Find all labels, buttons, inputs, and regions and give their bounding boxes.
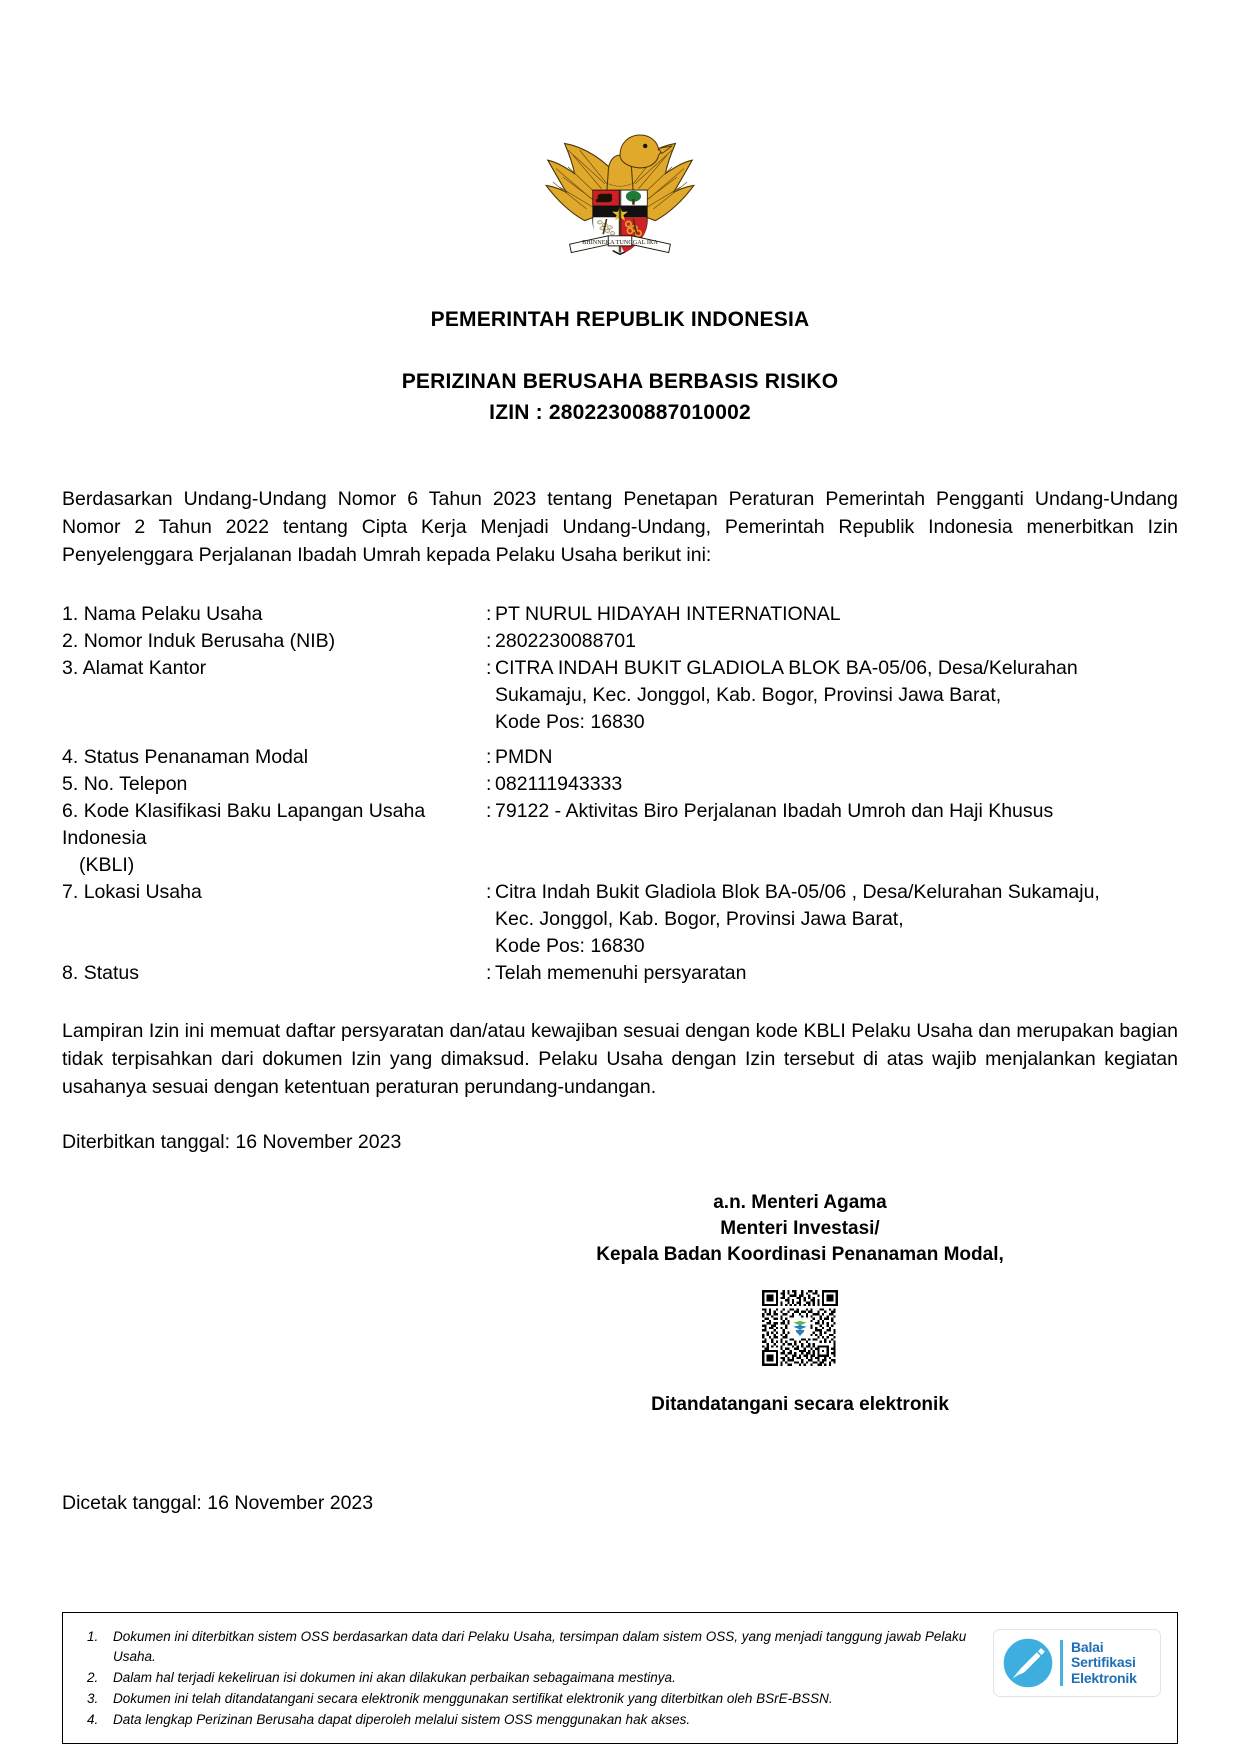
detail-value: : 2802230088701 [486,630,636,652]
detail-value: : Telah memenuhi persyaratan [486,962,747,984]
detail-value: : 082111943333 [486,773,623,795]
signatory-line-1: a.n. Menteri Agama [713,1192,887,1213]
qr-code-graphic [762,1290,838,1366]
detail-value: : Citra Indah Bukit Gladiola Blok BA-05/06 , Desa/Kelurahan Sukamaju, [486,881,1100,903]
footer-note-item [79,1668,983,1688]
bsre-logo-text [1071,1640,1137,1687]
detail-row-kbli [62,798,1178,852]
detail-row-no-telepon [62,771,1178,798]
footer-note-number: 2. [87,1670,99,1685]
closing-paragraph: Lampiran Izin ini memuat daftar persyaratan dan/atau kewajiban sesuai dengan kode KBLI Pelaku Usaha dan merupakan bagian tidak terpisahkan dari dokumen Izin yang dimaksud. Pelaku Usaha dengan Izin tersebut di atas wajib menjalankan kegiatan usahanya sesuai dengan ketentuan peraturan perundang-undangan. [62,1020,1178,1098]
bsre-logo-divider [1060,1640,1063,1686]
footer-note-number: 4. [87,1712,99,1727]
detail-row-status [62,960,1178,987]
detail-value-continuation: Sukamaju, Kec. Jonggol, Kab. Bogor, Provinsi Jawa Barat, [495,684,1002,706]
detail-value: : PMDN [486,746,553,768]
detail-row-nib [62,628,1178,655]
detail-label: 8. Status [62,962,139,984]
footer-note-text: Data lengkap Perizinan Berusaha dapat diperoleh melalui sistem OSS menggunakan hak akses. [113,1712,691,1727]
page-title-main: PERIZINAN BERUSAHA BERBASIS RISIKO [401,370,839,393]
page-title-country: PEMERINTAH REPUBLIK INDONESIA [430,308,810,331]
detail-label: 3. Alamat Kantor [62,657,207,679]
footer-note-number: 1. [87,1629,99,1644]
qr-code-container [422,1290,1178,1366]
detail-label: 4. Status Penanaman Modal [62,746,309,768]
footer-note-text: Dokumen ini telah ditandatangani secara elektronik menggunakan sertifikat elektronik yang diterbitkan oleh BSrE-BSSN. [113,1691,833,1706]
signature-block [62,1190,1178,1416]
detail-label: 2. Nomor Induk Berusaha (NIB) [62,630,336,652]
bsre-text-line-3: Elektronik [1071,1669,1137,1686]
detail-value: : 79122 - Aktivitas Biro Perjalanan Ibadah Umroh dan Haji Khusus [486,800,1054,822]
signatory-line-3: Kepala Badan Koordinasi Penanaman Modal, [596,1244,1004,1265]
emblem-motto-text: BHINNEKA TUNGGAL IKA [582,239,658,247]
detail-row-nama-pelaku-usaha [62,601,1178,628]
detail-value: : PT NURUL HIDAYAH INTERNATIONAL [486,603,841,625]
detail-value-continuation: Kec. Jonggol, Kab. Bogor, Provinsi Jawa Barat, [495,908,904,930]
issued-date: Diterbitkan tanggal: 16 November 2023 [62,1131,402,1153]
garuda-pancasila-emblem [536,118,704,278]
detail-row-lokasi-usaha [62,879,1178,906]
footer-note-text: Dokumen ini diterbitkan sistem OSS berdasarkan data dari Pelaku Usaha, tersimpan dalam sistem OSS, yang menjadi tanggung jawab Pelaku Usaha. [113,1629,967,1664]
detail-value-continuation: Kode Pos: 16830 [495,711,645,733]
detail-label: 7. Lokasi Usaha [62,881,202,903]
detail-row-alamat-kantor [62,655,1178,682]
bsre-logo [993,1629,1161,1697]
electronic-signature-note: Ditandatangani secara elektronik [651,1394,949,1415]
footer-notes-list [79,1627,983,1731]
detail-label: 6. Kode Klasifikasi Baku Lapangan Usaha Indonesia [62,800,431,849]
pen-circle-icon [1000,1635,1056,1691]
license-number: IZIN : 28022300887010002 [489,401,751,424]
intro-paragraph: Berdasarkan Undang-Undang Nomor 6 Tahun 2023 tentang Penetapan Peraturan Pemerintah Pengganti Undang-Undang Nomor 2 Tahun 2022 tentang Cipta Kerja Menjadi Undang-Undang, Pemerintah Republik Indonesia menerbitkan Izin Penyelenggara Perjalanan Ibadah Umrah kepada Pelaku Usaha berikut ini: [62,488,1178,566]
footer-note-item [79,1689,983,1709]
signature-qr-code[interactable] [762,1290,838,1366]
footer-note-number: 3. [87,1691,99,1706]
footer-notes-box [62,1612,1178,1744]
detail-value-continuation: Kode Pos: 16830 [495,935,645,957]
detail-label-continuation: (KBLI) [79,854,135,876]
signatory-line-2: Menteri Investasi/ [720,1218,880,1239]
title-block [62,308,1178,425]
business-details-list [62,601,1178,987]
footer-note-item [79,1710,983,1730]
printed-date: Dicetak tanggal: 16 November 2023 [62,1492,374,1514]
bsre-text-line-2: Sertifikasi [1071,1654,1136,1671]
footer-note-text: Dalam hal terjadi kekeliruan isi dokumen ini akan dilakukan perbaikan sebagaimana mestinya. [113,1670,676,1685]
detail-row-status-penanaman-modal [62,744,1178,771]
detail-label: 5. No. Telepon [62,773,188,795]
bsre-text-line-1: Balai [1071,1638,1104,1655]
footer-note-item [79,1627,983,1667]
detail-label: 1. Nama Pelaku Usaha [62,603,263,625]
emblem-container [62,0,1178,278]
detail-value: : CITRA INDAH BUKIT GLADIOLA BLOK BA-05/06, Desa/Kelurahan [486,657,1078,679]
